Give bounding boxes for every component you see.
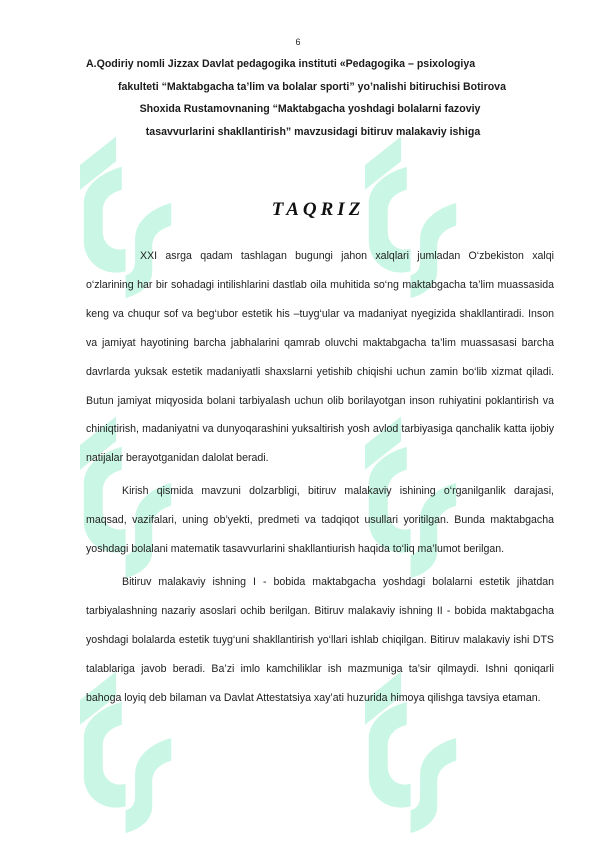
header-line-2: fakulteti “Maktabgacha ta’lim va bolalar sporti” yo’nalishi bitiruchisi Botirova xyxy=(118,80,506,93)
page-number: 6 xyxy=(295,37,301,47)
body-paragraph: Kirish qismida mavzuni dolzarbligi, bitiruv malakaviy ishining o‘rganilganlik darajasi, maqsad, vazifalari, uning ob’yekti, predmeti va tadqiqot usullari yoritilgan. Bunda maktabgacha yoshdagi bolalani matematik tasavvurlarini shakllantiurish haqida to‘liq ma’lumot berilgan. xyxy=(86,485,554,556)
header-line-3: Shoxida Rustamovnaning “Maktabgacha yoshdagi bolalarni fazoviy xyxy=(139,103,481,115)
document-header xyxy=(80,53,540,143)
header-line-4: tasavvurlarini shakllantirish” mavzusidagi bitiruv malakaviy ishiga xyxy=(145,125,481,138)
body-paragraph: Bitiruv malakaviy ishning I - bobida maktabgacha yoshdagi bolalarni estetik jihatdan tarbiyalashning nazariy asoslari ochib berilgan. Bitiruv malakaviy ishning II - bobida maktabgacha yoshdagi bolalarda estetik tuyg‘uni shakllantirish yo‘llari ishlab chiqilgan. Bitiruv malakaviy ishi DTS talablariga javob beradi. Ba’zi imlo kamchiliklar ish mazmuniga ta’sir qilmaydi. Ishni qoniqarli bahoga loyiq deb bilaman va Davlat Attestatsiya xay’ati huzurida himoya qilishga tavsiya etaman. xyxy=(86,575,554,704)
header-line-1: A.Qodiriy nomli Jizzax Davlat pedagogika instituti «Pedagogika – psixologiya xyxy=(86,58,476,70)
document-body xyxy=(86,242,554,713)
document-title: TAQRIZ xyxy=(271,199,365,220)
body-paragraph: XXI asrga qadam tashlagan bugungi jahon xalqlari jumladan O‘zbekiston xalqi o‘zlarining har bir sohadagi intilishlarini dastlab oila muhitida so‘ng maktabgacha ta’lim muassasida keng va chuqur sof va beg‘ubor estetik his –tuyg‘ular va madaniyat nyegizida shakllantiradi. Inson va jamiyat hayotining barcha jabhalarini qamrab oluvchi maktabgacha ta’lim muassasasi barcha davrlarda yuksak estetik madaniyatli shaxslarni yetishib chiqishi uchun zamin bo‘lib xizmat qiladi. Butun jamiyat miqyosida bolani tarbiyalash uchun olib borilayotgan inson ruhiyatini poklantirish va chiniqtirish, madaniyatni va dunyoqarashini yuksaltirish yosh avlod tarbiyasiga qanchalik katta ijobiy natijalar berayotganidan dalolat beradi. xyxy=(86,250,554,465)
